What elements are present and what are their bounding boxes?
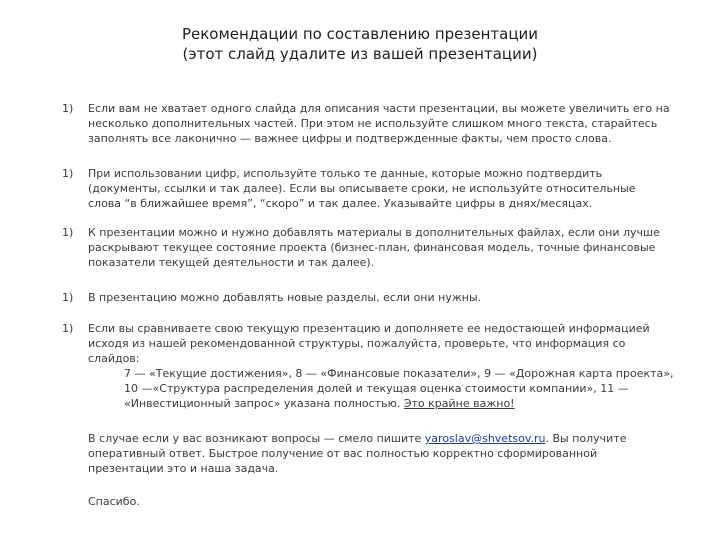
slide-title — [0, 24, 720, 64]
thanks-text: Спасибо. — [88, 495, 140, 508]
list-item — [62, 321, 720, 411]
item-text-line: (документы, ссылки и так далее). Если вы описываете сроки, не используйте относительные — [88, 182, 636, 195]
item-text-line: исходя из нашей рекомендованной структуры, пожалуйста, проверьте, что информация со — [88, 337, 626, 350]
item-text-line: показатели текущей деятельности и так далее). — [88, 256, 375, 269]
item-text-line: При использовании цифр, используйте только те данные, которые можно подтвердить — [88, 167, 603, 180]
item-number: 1) — [62, 167, 74, 180]
item-number: 1) — [62, 102, 74, 115]
email-link[interactable]: yaroslav@shvetsov.ru — [424, 432, 546, 445]
item-text-line: Если вы сравниваете свою текущую презентацию и дополняете ее недостающей информацией — [88, 322, 650, 335]
contact-suffix: . Вы получите — [545, 432, 627, 445]
slides-line-text: «Инвестиционный запрос» указана полностью. — [124, 397, 404, 410]
item-text-line: заполнять все лаконично — важнее цифры и подтвержденные факты, чем просто слова. — [88, 132, 612, 145]
item-text-line: несколько дополнительных частей. При этом не используйте слишком много текста, старайтесь — [88, 117, 658, 130]
slides-line: 7 — «Текущие достижения», 8 — «Финансовые показатели», 9 — «Дорожная карта проекта», — [124, 367, 674, 380]
slides-line: 10 —«Структура распределения долей и текущая оценка стоимости компании», 11 — — [124, 382, 629, 395]
title-line-1: Рекомендации по составлению презентации — [181, 25, 539, 43]
contact-prefix: В случае если у вас возникают вопросы — смело пишите — [88, 432, 425, 445]
slides-list — [88, 366, 720, 411]
contact-line — [88, 431, 720, 446]
list-item — [62, 225, 720, 270]
important-note: Это крайне важно! — [403, 397, 515, 410]
contact-line: оперативный ответ. Быстрое получение от вас полностью корректно сформированной — [88, 447, 598, 460]
item-text-line: слайдов: — [88, 352, 140, 365]
item-number: 1) — [62, 291, 74, 304]
item-text-line: К презентации можно и нужно добавлять материалы в дополнительных файлах, если они лучше — [88, 226, 660, 239]
item-text-line: слова “в ближайшее время”, “скоро” и так далее. Указывайте цифры в днях/месяцах. — [88, 197, 593, 210]
item-text-line: раскрывают текущее состояние проекта (бизнес-план, финансовая модель, точные финансовые — [88, 241, 656, 254]
item-text-line: В презентацию можно добавлять новые разделы, если они нужны. — [88, 291, 482, 304]
contact-paragraph — [62, 431, 720, 476]
item-text-line: Если вам не хватает одного слайда для описания части презентации, вы можете увеличить его на — [88, 102, 670, 115]
contact-line: презентации это и наша задача. — [88, 462, 279, 475]
slides-line-last — [124, 396, 720, 411]
item-number: 1) — [62, 322, 74, 335]
title-line-2: (этот слайд удалите из вашей презентации) — [182, 45, 538, 63]
list-item — [62, 290, 720, 305]
list-item — [62, 166, 720, 211]
list-item — [62, 101, 720, 146]
item-number: 1) — [62, 226, 74, 239]
